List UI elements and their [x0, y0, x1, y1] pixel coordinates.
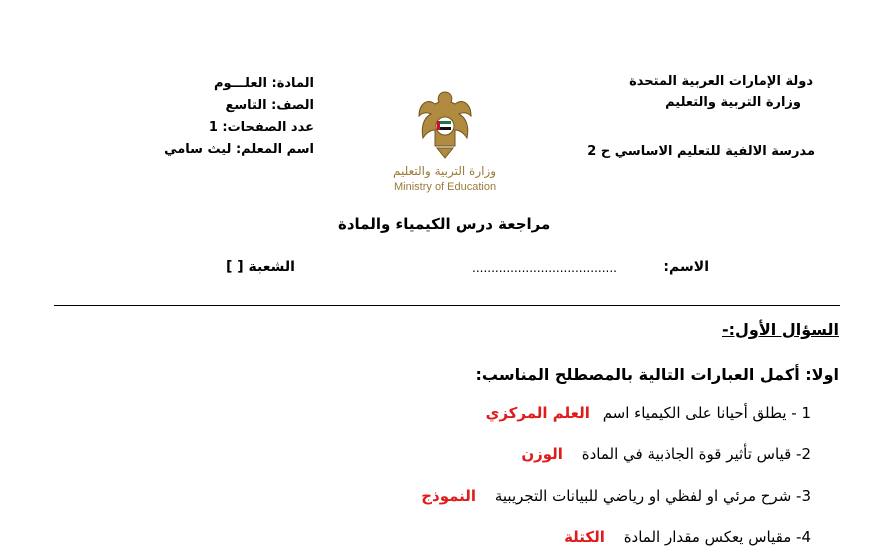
list-item: [486, 404, 811, 422]
section-label: الشعبة [ ]: [226, 259, 295, 275]
item-answer: العلم المركزي: [485, 404, 590, 422]
item-text: 2- قياس تأثير قوة الجاذبية في المادة: [581, 445, 811, 463]
logo-english-text: Ministry of Education: [394, 181, 497, 193]
school-name: مدرسة الالفية للتعليم الاساسي ح 2: [587, 144, 815, 159]
ministry-name: وزارة التربية والتعليم: [665, 95, 801, 110]
grade-label: الصف: التاسع: [225, 98, 314, 113]
pages-label: عدد الصفحات: 1: [208, 120, 314, 135]
name-label: الاسم:: [663, 259, 709, 275]
item-text: 4- مقياس يعكس مقدار المادة: [623, 528, 811, 546]
item-answer: النموذج: [421, 487, 477, 505]
item-text: 1 - يطلق أحيانا على الكيمياء اسم: [602, 404, 811, 422]
logo-arabic-text: وزارة التربية والتعليم: [393, 164, 497, 178]
country-name: دولة الإمارات العربية المتحدة: [629, 74, 813, 89]
ministry-logo: [415, 88, 475, 163]
list-item: [521, 445, 811, 463]
falcon-emblem-icon: [415, 88, 475, 163]
list-item: [564, 528, 811, 546]
divider: [54, 305, 840, 306]
question-heading: السؤال الأول:-: [721, 320, 839, 339]
item-text: 3- شرح مرئي او لفظي او رياضي للبيانات التجريبية: [494, 487, 811, 505]
teacher-label: اسم المعلم: ليث سامي: [164, 142, 314, 157]
page-title: مراجعة درس الكيمياء والمادة: [338, 215, 551, 233]
question-instruction: اولا: أكمل العبارات التالية بالمصطلح المناسب:: [475, 365, 839, 384]
item-answer: الكتلة: [564, 528, 605, 546]
item-answer: الوزن: [521, 445, 563, 463]
list-item: [421, 487, 811, 505]
subject-label: المادة: العلـــوم: [214, 76, 314, 91]
name-field[interactable]: ......................................: [472, 261, 617, 275]
